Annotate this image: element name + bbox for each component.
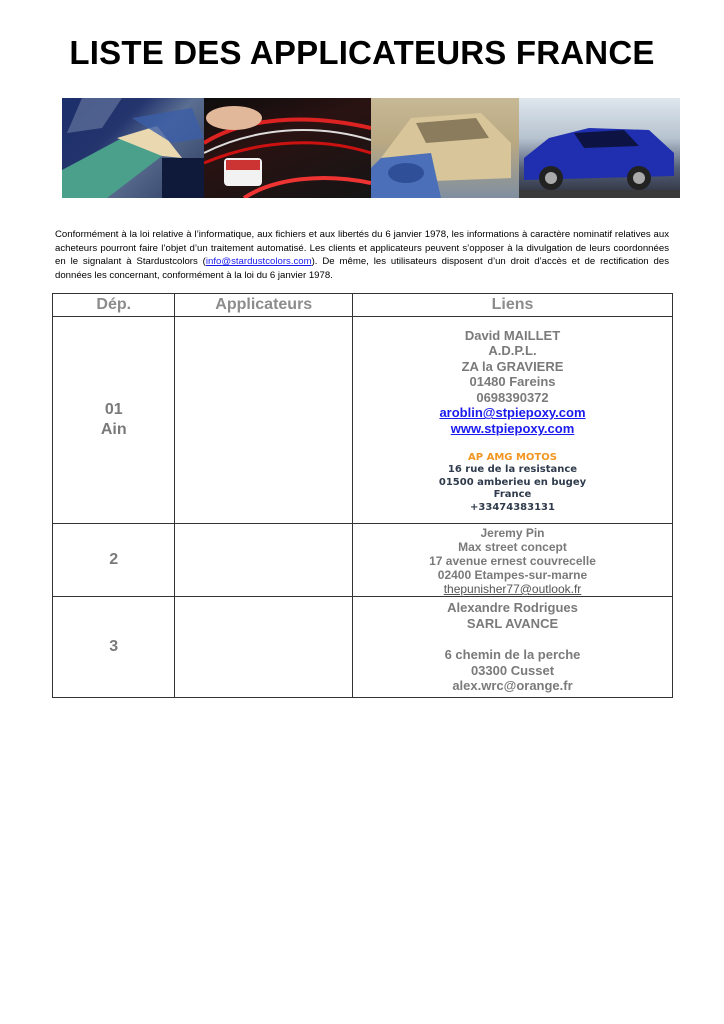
dep-cell [53,317,175,524]
dep-name: Ain [100,421,127,438]
masked-car-image [371,98,519,198]
contact-name: David MAILLET [464,327,561,343]
table-row [53,597,673,698]
applicateurs-cell [175,597,353,698]
second-city: 01500 amberieu en bugey [438,476,587,488]
disclaimer-text-before: Conformément à la loi relative à l’informatique, aux fichiers et aux libertés du 6 janvier 1978, les informations à caractère nominatif relatives aux acheteurs pourront faire l’objet d’un traitement automatisé. Les clients et applicateurs peuvent s’opposer à la divulgation de leurs coordonnées en le signalant à Stardustcolors ( [55,229,669,267]
blue-mustang-image [519,98,680,198]
applicateurs-cell [175,524,353,597]
contact-name: Jeremy Pin [480,526,545,540]
website-link[interactable]: www.stpiepoxy.com [450,421,575,437]
links-cell [353,524,673,597]
contact-email[interactable]: alex.wrc@orange.fr [452,678,573,693]
header-applicateurs: Applicateurs [175,294,353,317]
contact-city: 01480 Fareins [469,374,556,390]
pinstriping-car-image [204,98,371,198]
second-street: 16 rue de la resistance [447,464,578,476]
dep-number: 3 [109,637,119,655]
table-row [53,317,673,524]
contact-city: 02400 Etampes-sur-marne [437,568,588,582]
contact-street: 6 chemin de la perche [444,647,581,662]
privacy-disclaimer [55,228,669,282]
contact-company: SARL AVANCE [466,615,559,631]
contact-phone: 0698390372 [476,389,549,405]
links-cell [353,597,673,698]
masked-car-photo [371,98,519,198]
dep-number: 01 [104,401,123,418]
links-cell [353,317,673,524]
contact-company: A.D.P.L. [488,343,537,359]
dep-cell [53,597,175,698]
second-company: AP AMG MOTOS [468,452,557,464]
pinstriping-tools-image [62,98,204,198]
applicators-table [52,293,673,698]
disclaimer-text-after: ). De même, les utilisateurs disposent d’un droit d’accès et de rectification des données les concernant, conformément à la loi du 6 janvier 1978. [55,256,669,281]
contact-company: Max street concept [458,540,567,554]
applicateurs-cell [175,317,353,524]
table-header-row [53,294,673,317]
contact-street: 17 avenue ernest couvrecelle [429,554,596,568]
contact-email-link[interactable]: aroblin@stpiepoxy.com [439,405,586,421]
contact-city: 03300 Cusset [470,662,555,678]
dep-number: 2 [109,551,119,568]
second-phone: +33474383131 [470,501,555,513]
contact-email-link[interactable]: info@stardustcolors.com [205,256,312,267]
second-country: France [493,489,532,501]
contact-email-link[interactable]: thepunisher77@outlook.fr [443,582,582,596]
photo-banner [62,98,680,198]
page-title: LISTE DES APPLICATEURS FRANCE [69,34,655,71]
pinstriping-car-photo [204,98,371,198]
dep-cell [53,524,175,597]
header-dep: Dép. [53,294,175,317]
table-row [53,524,673,597]
header-liens: Liens [353,294,673,317]
blue-mustang-photo [519,98,680,198]
contact-name: Alexandre Rodrigues [447,600,578,615]
contact-street: ZA la GRAVIERE [461,358,564,374]
pinstriping-tools-photo [62,98,204,198]
